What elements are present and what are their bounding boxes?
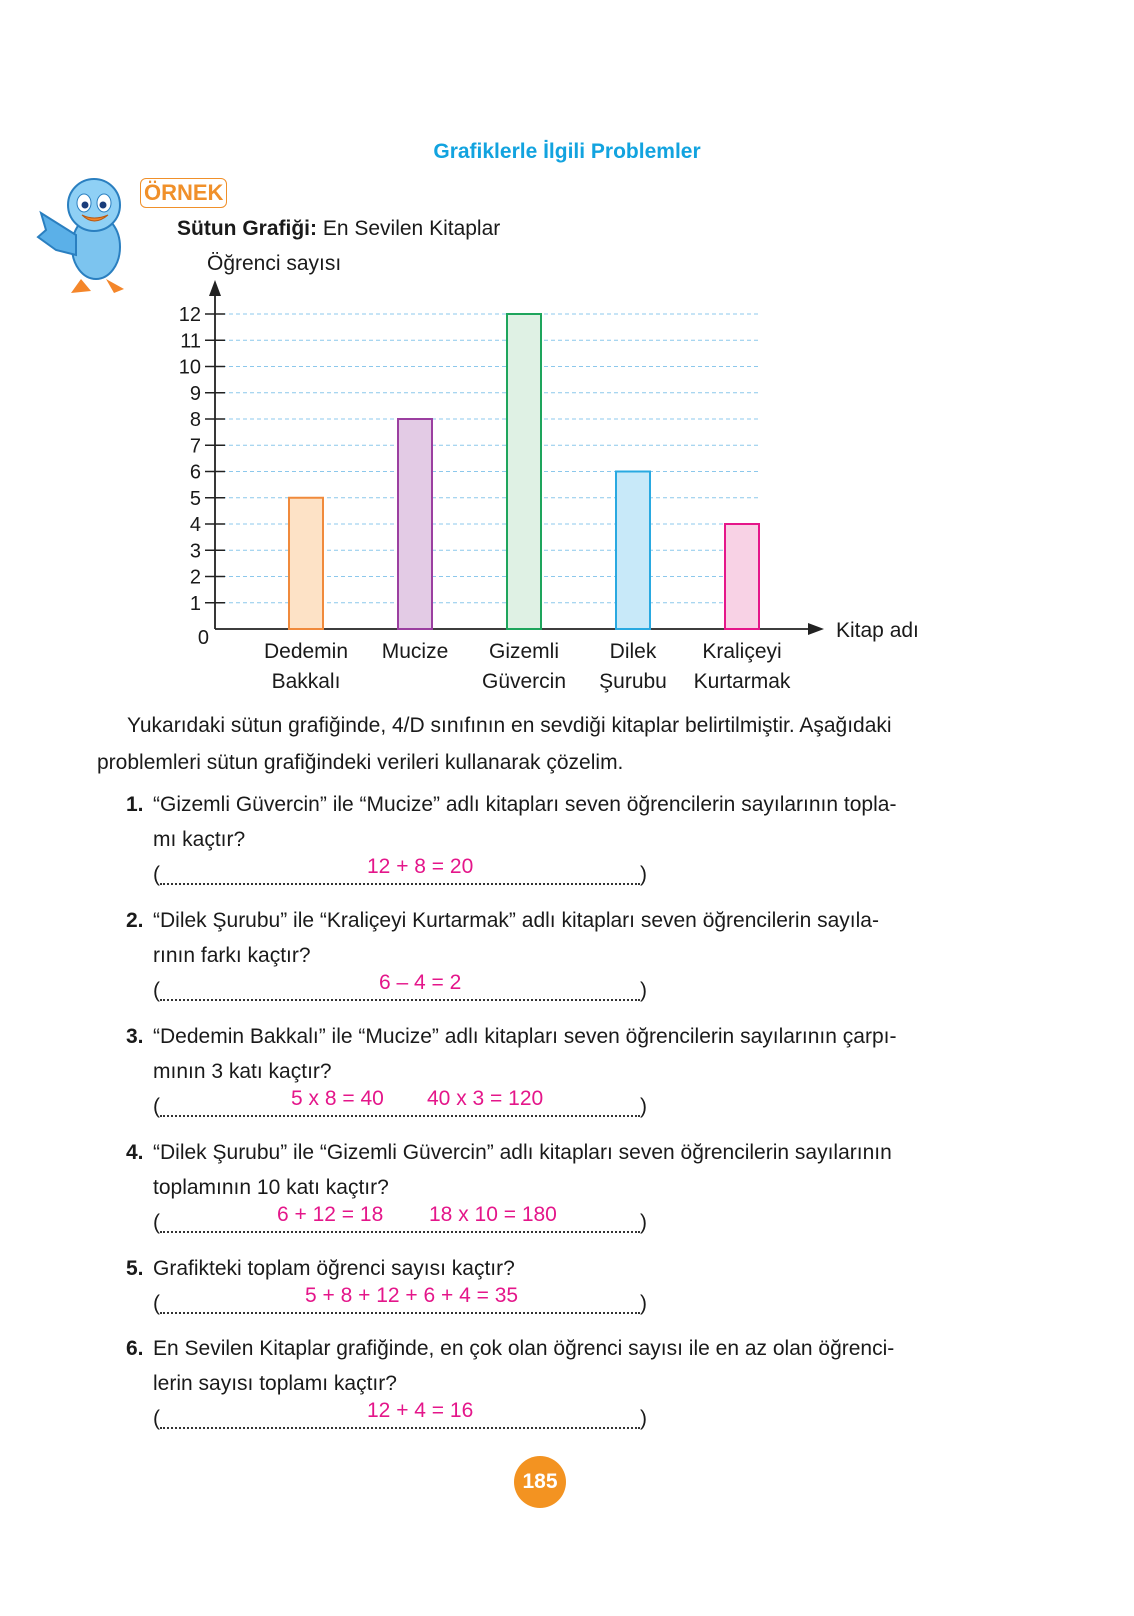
question-text: “Dilek Şurubu” ile “Kraliçeyi Kurtarmak” adlı kitapları seven öğrencilerin sayıla- xyxy=(153,909,879,932)
bar-4 xyxy=(616,472,650,630)
question-1 xyxy=(126,787,1021,892)
answer-line xyxy=(126,973,1021,1008)
question-line xyxy=(126,1331,1021,1366)
answer-value: 5 + 8 + 12 + 6 + 4 = 35 xyxy=(305,1284,519,1307)
intro-paragraph xyxy=(97,707,1017,781)
x-tick-label: Bakkalı xyxy=(271,670,341,693)
x-tick-label: Gizemli xyxy=(488,640,560,663)
bar-2 xyxy=(398,419,432,629)
question-line: rının farkı kaçtır? xyxy=(153,944,311,967)
y-tick-label: 9 xyxy=(189,382,201,405)
question-text: En Sevilen Kitaplar grafiğinde, en çok olan öğrenci sayısı ile en az olan öğrenci- xyxy=(153,1337,895,1360)
x-tick-label: Kurtarmak xyxy=(693,670,791,693)
intro-line: problemleri sütun grafiğindeki verileri kullanarak çözelim. xyxy=(97,751,624,774)
y-tick-label: 4 xyxy=(189,514,201,536)
bar-1 xyxy=(289,498,323,629)
question-4 xyxy=(126,1135,1021,1240)
x-tick-label: Kraliçeyi xyxy=(702,640,782,663)
question-3 xyxy=(126,1019,1021,1124)
x-axis-label: Kitap adı xyxy=(836,619,919,642)
x-tick-label: Güvercin xyxy=(481,670,567,693)
answer-open: ( xyxy=(153,979,160,1002)
x-axis-arrow-icon xyxy=(808,623,824,635)
question-number: 5. xyxy=(126,1257,144,1280)
page-number: 185 xyxy=(514,1456,566,1508)
answer-open: ( xyxy=(153,1211,160,1234)
answer-line xyxy=(126,857,1021,892)
y-tick-label: 8 xyxy=(189,409,201,431)
question-line: mının 3 katı kaçtır? xyxy=(153,1060,332,1083)
answer-value: 18 x 10 = 180 xyxy=(429,1203,557,1226)
y-tick-label: 11 xyxy=(180,330,201,353)
x-tick-label: Dilek xyxy=(609,640,657,663)
question-2 xyxy=(126,903,1021,1008)
chart-title-rest: En Sevilen Kitaplar xyxy=(317,217,501,240)
question-6 xyxy=(126,1331,1021,1436)
answer-value: 12 + 8 = 20 xyxy=(367,855,474,878)
section-title: Grafiklerle İlgili Problemler xyxy=(433,140,701,163)
answer-open: ( xyxy=(153,1407,160,1430)
question-line xyxy=(126,1135,1021,1170)
bar-5 xyxy=(725,524,759,629)
y-tick-label: 3 xyxy=(189,540,201,563)
answer-line xyxy=(126,1401,1021,1436)
y-tick-label: 2 xyxy=(189,566,201,589)
question-5 xyxy=(126,1251,1021,1321)
bar-chart xyxy=(0,0,1134,700)
x-tick-label: Mucize xyxy=(381,640,449,663)
question-text: “Dilek Şurubu” ile “Gizemli Güvercin” adlı kitapları seven öğrencilerin sayılarının xyxy=(153,1141,892,1164)
intro-line: Yukarıdaki sütun grafiğinde, 4/D sınıfının en sevdiği kitaplar belirtilmiştir. Aşağıdaki xyxy=(127,714,892,737)
answer-open: ( xyxy=(153,863,160,886)
answer-line xyxy=(126,1205,1021,1240)
answer-open: ( xyxy=(153,1095,160,1118)
y-tick-label: 12 xyxy=(178,304,201,326)
answer-line xyxy=(126,1089,1021,1124)
answer-dotted-line xyxy=(160,1211,640,1233)
question-line xyxy=(126,787,1021,822)
question-number: 4. xyxy=(126,1141,144,1164)
answer-value: 5 x 8 = 40 xyxy=(291,1087,384,1110)
x-tick-label: Şurubu xyxy=(599,670,667,693)
question-line: mı kaçtır? xyxy=(153,828,246,851)
answer-open: ( xyxy=(153,1292,160,1315)
answer-line xyxy=(126,1286,1021,1321)
answer-close: ) xyxy=(640,1095,647,1118)
question-text: “Dedemin Bakkalı” ile “Mucize” adlı kitapları seven öğrencilerin sayılarının çarpı- xyxy=(153,1025,897,1048)
question-line xyxy=(126,903,1021,938)
y-tick-label: 0 xyxy=(197,627,209,649)
answer-value: 12 + 4 = 16 xyxy=(367,1399,474,1422)
question-line xyxy=(126,1019,1021,1054)
question-line: lerin sayısı toplamı kaçtır? xyxy=(153,1372,397,1395)
question-line: toplamının 10 katı kaçtır? xyxy=(153,1176,389,1199)
answer-close: ) xyxy=(640,1407,647,1430)
question-text: “Gizemli Güvercin” ile “Mucize” adlı kitapları seven öğrencilerin sayılarının topla- xyxy=(153,793,897,816)
question-line xyxy=(126,1251,1021,1286)
answer-close: ) xyxy=(640,863,647,886)
x-tick-label: Dedemin xyxy=(263,640,349,663)
question-number: 3. xyxy=(126,1025,144,1048)
y-tick-label: 7 xyxy=(189,435,201,458)
y-tick-label: 6 xyxy=(189,461,201,484)
y-tick-label: 5 xyxy=(189,487,201,510)
answer-close: ) xyxy=(640,1292,647,1315)
answer-value: 6 – 4 = 2 xyxy=(379,971,462,994)
answer-value: 6 + 12 = 18 xyxy=(277,1203,384,1226)
question-text: Grafikteki toplam öğrenci sayısı kaçtır? xyxy=(153,1257,515,1280)
example-badge: ÖRNEK xyxy=(140,178,227,208)
y-axis-arrow-icon xyxy=(209,280,221,296)
y-tick-label: 1 xyxy=(189,592,201,615)
question-number: 2. xyxy=(126,909,144,932)
answer-close: ) xyxy=(640,979,647,1002)
answer-close: ) xyxy=(640,1211,647,1234)
y-axis-label: Öğrenci sayısı xyxy=(207,252,342,275)
answer-value: 40 x 3 = 120 xyxy=(427,1087,544,1110)
chart-title-bold: Sütun Grafiği: xyxy=(177,217,317,240)
bar-3 xyxy=(507,314,541,629)
question-number: 6. xyxy=(126,1337,144,1360)
question-number: 1. xyxy=(126,793,144,816)
y-tick-label: 10 xyxy=(178,356,201,379)
answer-dotted-line xyxy=(160,1095,640,1117)
